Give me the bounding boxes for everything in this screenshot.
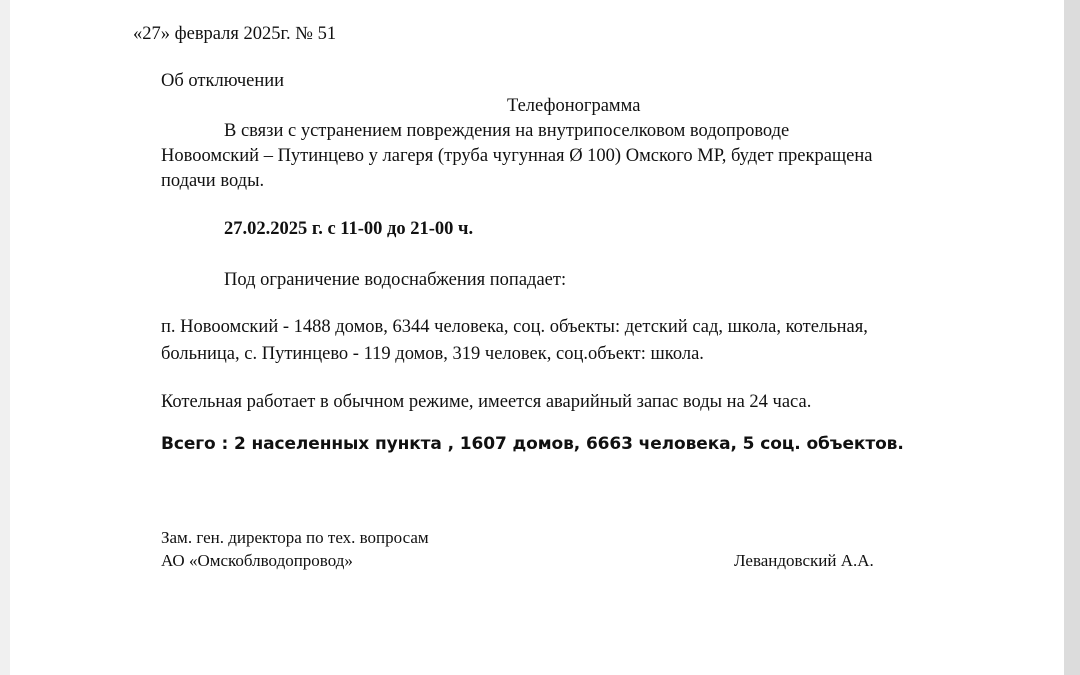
signatory-title: Зам. ген. директора по тех. вопросам: [161, 528, 429, 547]
document-page: [10, 0, 1064, 675]
signatory-org: АО «Омскоблводопровод»: [161, 551, 353, 570]
boiler-note: Котельная работает в обычном режиме, имеется аварийный запас воды на 24 часа.: [161, 392, 812, 412]
subject-line: Об отключении: [161, 71, 285, 91]
affected-line-2: больница, с. Путинцево - 119 домов, 319 человек, соц.объект: школа.: [161, 344, 704, 364]
body-text-line-1: В связи с устранением повреждения на внутрипоселковом водопроводе: [224, 121, 790, 141]
affected-line-1: п. Новоомский - 1488 домов, 6344 человека, соц. объекты: детский сад, школа, котельная,: [161, 317, 868, 337]
body-text-line-3: подачи воды.: [161, 171, 265, 191]
total-summary: Всего : 2 населенных пункта , 1607 домов, 6663 человека, 5 соц. объектов.: [161, 434, 904, 454]
date-line: «27» февраля 2025г. № 51: [133, 24, 337, 44]
restriction-intro: Под ограничение водоснабжения попадает:: [224, 270, 567, 290]
signatory-name: Левандовский А.А.: [734, 551, 874, 570]
outage-schedule: 27.02.2025 г. с 11-00 до 21-00 ч.: [224, 219, 474, 239]
page-edge: [1064, 0, 1080, 675]
body-text-line-2: Новоомский – Путинцево у лагеря (труба чугунная Ø 100) Омского МР, будет прекращена: [161, 146, 873, 166]
document-type-title: Телефонограмма: [507, 96, 641, 116]
